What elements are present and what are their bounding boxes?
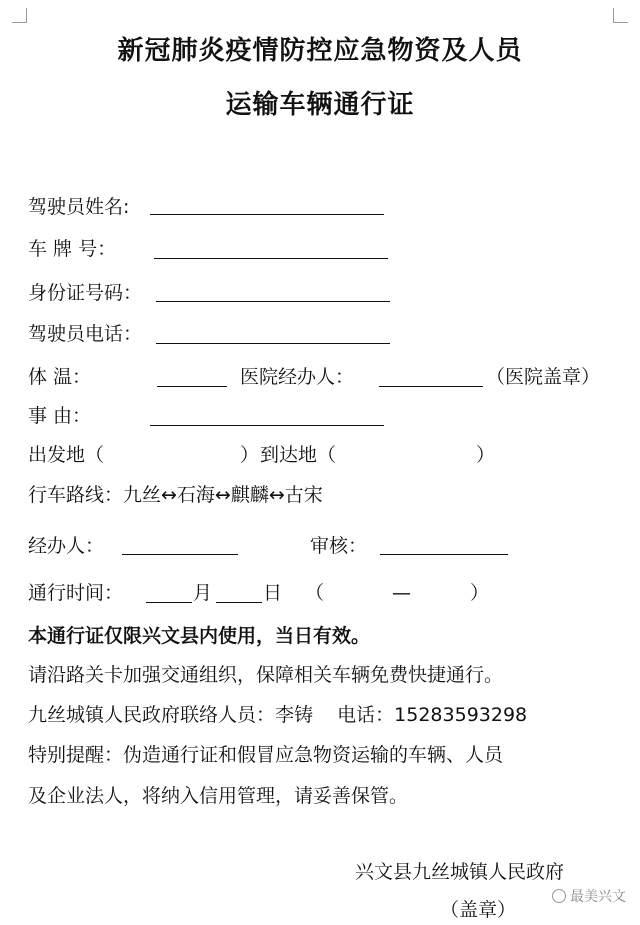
hospital-handler-label: 医院经办人： bbox=[240, 366, 355, 388]
time-close: ） bbox=[470, 582, 490, 604]
page-title-line2: 运输车辆通行证 bbox=[225, 90, 415, 120]
handler-row bbox=[28, 533, 104, 559]
departure-label: 出发地（ bbox=[28, 444, 105, 466]
time-label: 通行时间： bbox=[28, 582, 124, 604]
day-label: 日 bbox=[263, 582, 283, 604]
temperature-line bbox=[157, 366, 227, 387]
id-line bbox=[156, 281, 390, 302]
instruction-note: 请沿路关卡加强交通组织，保障相关车辆免费快捷通行。 bbox=[28, 664, 504, 686]
handler-line bbox=[122, 534, 238, 555]
reason-label: 事 由： bbox=[28, 405, 92, 427]
time-dash: — bbox=[392, 582, 411, 604]
time-open: （ bbox=[305, 582, 325, 604]
hospital-handler-line bbox=[379, 366, 483, 387]
arrival-close: ） bbox=[476, 444, 496, 466]
reason-line bbox=[150, 405, 384, 426]
watermark-text: 最美兴文 bbox=[570, 889, 626, 905]
authority-name: 兴文县九丝城镇人民政府 bbox=[355, 861, 565, 883]
crop-mark-top-right bbox=[613, 8, 628, 23]
id-label: 身份证号码： bbox=[28, 282, 143, 304]
hospital-seal-label: （医院盖章） bbox=[486, 366, 601, 388]
departure-close: ） bbox=[240, 444, 260, 466]
route-value: 九丝↔石海↔麒麟↔古宋 bbox=[123, 484, 323, 506]
page-title-line1: 新冠肺炎疫情防控应急物资及人员 bbox=[117, 36, 523, 66]
arrival-label: 到达地（ bbox=[260, 444, 337, 466]
driver-phone-line bbox=[156, 323, 390, 344]
reviewer-line bbox=[380, 534, 508, 555]
driver-phone-label: 驾驶员电话： bbox=[28, 323, 143, 345]
warning-note-line1: 特别提醒：伪造通行证和假冒应急物资运输的车辆、人员 bbox=[28, 744, 504, 766]
day-line bbox=[216, 582, 262, 603]
time-row bbox=[28, 580, 123, 606]
month-line bbox=[146, 582, 192, 603]
route-row bbox=[28, 482, 323, 508]
seal-label: （盖章） bbox=[440, 899, 517, 921]
reviewer-label: 审核： bbox=[310, 535, 368, 557]
watermark bbox=[552, 886, 626, 906]
plate-row bbox=[28, 236, 116, 262]
crop-mark-top-left bbox=[12, 8, 27, 23]
validity-note: 本通行证仅限兴文县内使用，当日有效。 bbox=[28, 625, 371, 647]
month-label: 月 bbox=[193, 582, 213, 604]
plate-line bbox=[154, 238, 388, 259]
temperature-row bbox=[28, 364, 91, 390]
temperature-label: 体 温： bbox=[28, 366, 92, 388]
contact-note: 九丝城镇人民政府联络人员：李铸 电话：15283593298 bbox=[28, 704, 528, 726]
warning-note-line2: 及企业法人，将纳入信用管理，请妥善保管。 bbox=[28, 785, 409, 807]
driver-name-line bbox=[150, 194, 384, 215]
driver-phone-row bbox=[28, 321, 142, 347]
driver-name-row bbox=[28, 194, 129, 220]
handler-label: 经办人： bbox=[28, 535, 105, 557]
driver-name-label: 驾驶员姓名: bbox=[28, 196, 130, 218]
plate-label: 车 牌 号： bbox=[28, 238, 117, 260]
route-label: 行车路线： bbox=[28, 484, 124, 506]
id-row bbox=[28, 280, 142, 306]
wechat-icon bbox=[552, 889, 566, 903]
reason-row bbox=[28, 403, 91, 429]
